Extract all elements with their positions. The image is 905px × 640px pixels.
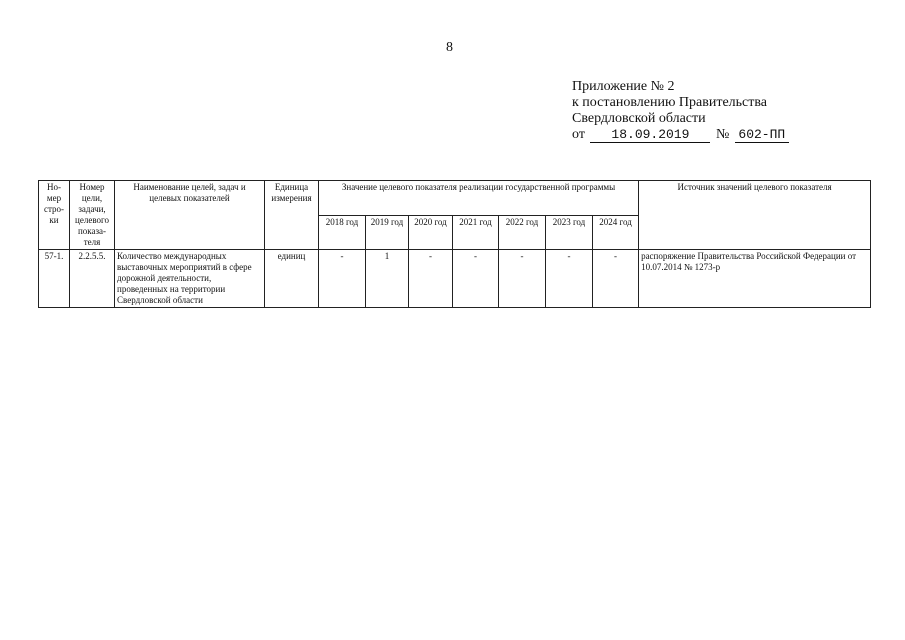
cell-name: Количество международных выставочных мероприятий в сфере дорожной деятельности, проведенных на территории Свердловской области (115, 250, 265, 308)
header-name: Наименование целей, задач и целевых показателей (115, 181, 265, 250)
header-source: Источник значений целевого показателя (639, 181, 871, 250)
resolution-number: 602-ПП (735, 128, 789, 143)
header-year: 2022 год (499, 215, 546, 250)
cell-value-2021: - (453, 250, 499, 308)
page-number: 8 (446, 40, 453, 55)
cell-value-2018: - (319, 250, 366, 308)
cell-source: распоряжение Правительства Российской Федерации от 10.07.2014 № 1273-р (639, 250, 871, 308)
header-row-1 (39, 181, 871, 216)
appendix-line-2: к постановлению Правительства (572, 95, 768, 110)
cell-goal-no: 2.2.5.5. (70, 250, 115, 308)
cell-value-2020: - (409, 250, 453, 308)
header-year: 2018 год (319, 215, 366, 250)
number-label: № (715, 127, 730, 142)
indicators-table (38, 180, 871, 308)
cell-value-2022: - (499, 250, 546, 308)
appendix-title: Приложение № 2 (572, 79, 675, 94)
header-year: 2019 год (366, 215, 409, 250)
header-values-group: Значение целевого показателя реализации государственной программы (319, 181, 639, 216)
cell-value-2023: - (546, 250, 593, 308)
header-year: 2021 год (453, 215, 499, 250)
header-unit: Единица измерения (265, 181, 319, 250)
resolution-date: 18.09.2019 (590, 128, 710, 143)
from-label: от (572, 127, 585, 142)
header-year: 2020 год (409, 215, 453, 250)
header-year: 2023 год (546, 215, 593, 250)
appendix-header (572, 79, 789, 143)
header-goal-no: Номер цели, задачи, целевого показа-теля (70, 181, 115, 250)
table-row (39, 250, 871, 308)
appendix-date-line (572, 127, 789, 143)
cell-row-no: 57-1. (39, 250, 70, 308)
cell-value-2019: 1 (366, 250, 409, 308)
header-year: 2024 год (593, 215, 639, 250)
header-row-no: Но-мер стро-ки (39, 181, 70, 250)
cell-value-2024: - (593, 250, 639, 308)
appendix-line-3: Свердловской области (572, 111, 706, 126)
cell-unit: единиц (265, 250, 319, 308)
